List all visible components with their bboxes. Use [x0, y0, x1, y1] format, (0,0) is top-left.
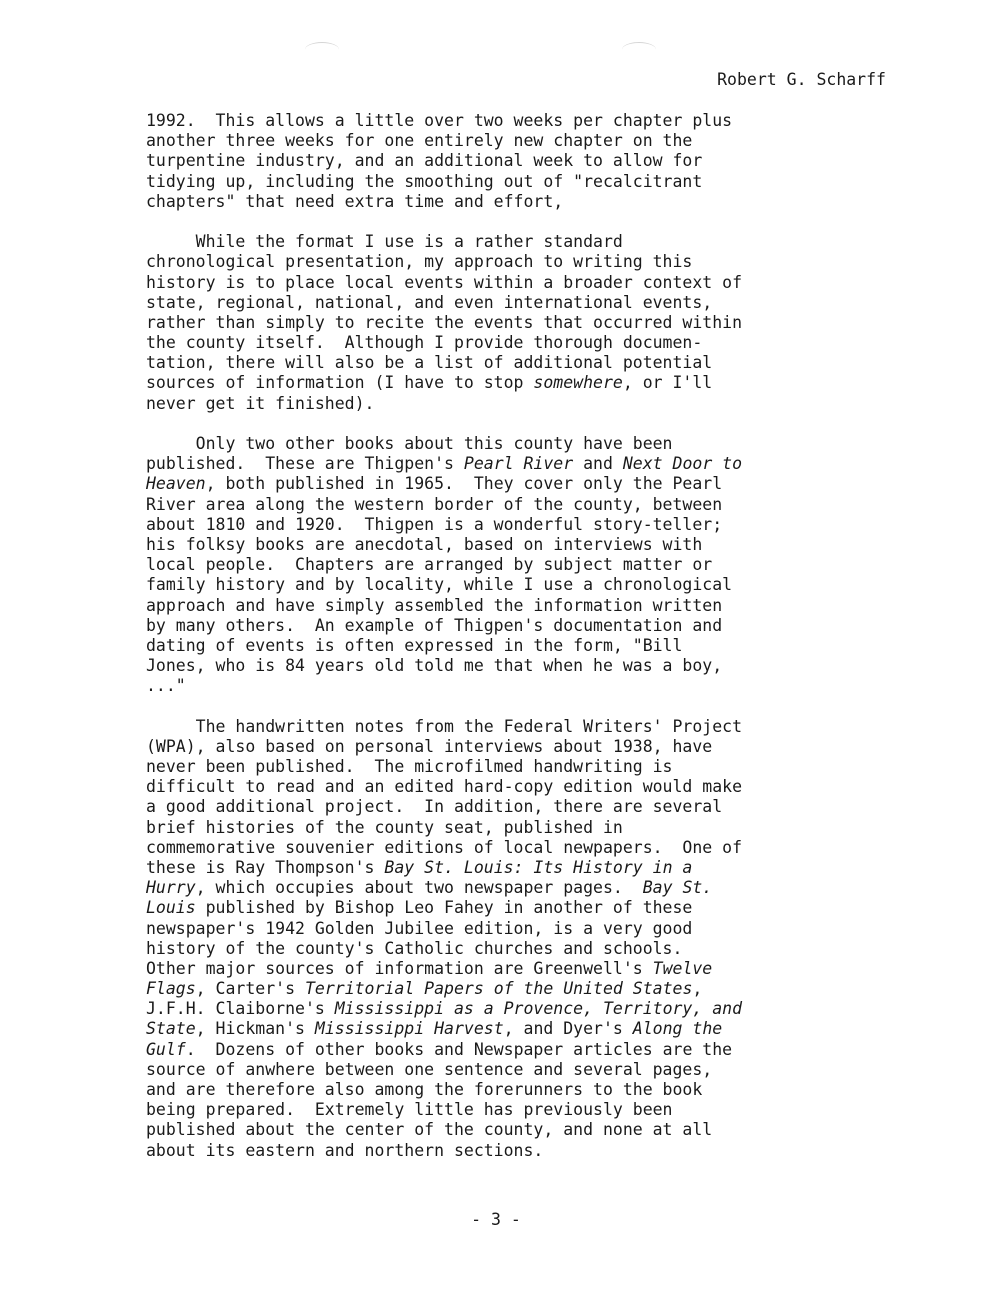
text-segment: turpentine industry, and an additional week to allow for — [146, 151, 703, 171]
text-line — [146, 575, 886, 595]
text-segment: family history and by locality, while I use a chronological — [146, 575, 733, 595]
text-segment: being prepared. Extremely little has previously been — [146, 1100, 673, 1120]
text-segment: , Hickman's — [195, 1019, 315, 1039]
italic-title: Next Door to — [622, 454, 743, 474]
text-segment: 1992. This allows a little over two weeks per chapter plus — [146, 111, 733, 130]
text-line — [146, 293, 886, 313]
text-segment: his folksy books are anecdotal, based on interviews with — [146, 534, 703, 554]
text-segment: , both published in 1965. They cover only the Pearl — [205, 474, 723, 494]
text-segment: and — [573, 454, 623, 474]
text-line — [146, 636, 886, 656]
text-line — [146, 757, 886, 777]
text-line — [146, 1080, 886, 1100]
text-segment: never been published. The microfilmed handwriting is — [146, 757, 673, 776]
text-line — [146, 111, 886, 131]
text-line — [146, 1060, 886, 1080]
text-line — [146, 717, 886, 737]
text-segment: about its eastern and northern sections. — [146, 1140, 544, 1160]
text-segment: commemorative souvenier editions of local newpapers. One of — [146, 837, 743, 857]
text-segment: published about the center of the county, and none at all — [146, 1120, 713, 1140]
italic-title: Along the — [632, 1019, 723, 1039]
text-segment: by many others. An example of Thigpen's documentation and — [146, 615, 723, 635]
text-segment: , which occupies about two newspaper pages. — [195, 878, 643, 898]
text-line — [146, 939, 886, 959]
text-segment: state, regional, national, and even international events, — [146, 292, 713, 312]
text-line — [146, 131, 886, 151]
text-segment: , and Dyer's — [503, 1019, 633, 1039]
italic-title: Territorial Papers of the United States — [304, 979, 693, 999]
text-segment: , — [692, 979, 703, 999]
text-line — [146, 434, 886, 454]
text-segment: these is Ray Thompson's — [146, 857, 385, 877]
text-segment: newspaper's 1942 Golden Jubilee edition, is a very good — [146, 918, 693, 938]
text-segment: . Dozens of other books and Newspaper articles are the — [185, 1039, 733, 1059]
text-line — [146, 273, 886, 293]
italic-title: Bay St. Louis: Its History in a — [384, 857, 693, 877]
text-segment: chronological presentation, my approach to writing this — [146, 252, 693, 272]
text-line — [146, 777, 886, 797]
text-line — [146, 252, 886, 272]
text-line — [146, 838, 886, 858]
text-line — [146, 313, 886, 333]
text-line — [146, 1120, 886, 1140]
text-segment: difficult to read and an edited hard-copy edition would make — [146, 777, 743, 797]
text-line — [146, 596, 886, 616]
text-line — [146, 999, 886, 1019]
italic-title: Heaven — [146, 474, 206, 494]
text-line — [146, 797, 886, 817]
italic-title: Pearl River — [463, 454, 574, 474]
text-line — [146, 1141, 886, 1161]
italic-title: Bay St. — [642, 878, 713, 898]
text-segment: source of anwhere between one sentence and several pages, — [146, 1059, 713, 1079]
text-segment: about 1810 and 1920. Thigpen is a wonderful story-teller; — [146, 514, 723, 534]
paragraph — [146, 434, 886, 696]
text-segment: the county itself. Although I provide thorough documen- — [146, 333, 703, 353]
text-segment: another three weeks for one entirely new chapter on the — [146, 131, 693, 151]
paragraph — [146, 111, 886, 212]
text-line — [146, 192, 886, 212]
text-line — [146, 979, 886, 999]
text-line — [146, 474, 886, 494]
text-line — [146, 1040, 886, 1060]
text-segment: published. These are Thigpen's — [146, 454, 464, 474]
text-segment: While the format I use is a rather standard — [146, 232, 623, 252]
text-line — [146, 333, 886, 353]
text-line — [146, 919, 886, 939]
italic-title: State — [146, 1019, 196, 1039]
text-segment: sources of information (I have to stop — [146, 373, 534, 393]
text-segment: rather than simply to recite the events that occurred within — [146, 312, 743, 332]
text-line — [146, 454, 886, 474]
text-segment: Jones, who is 84 years old told me that when he was a boy, — [146, 656, 723, 676]
text-line — [146, 373, 886, 393]
italic-title: Mississippi as a Provence, Territory, and — [334, 999, 743, 1019]
text-line — [146, 495, 886, 515]
italic-title: Flags — [146, 979, 196, 999]
paragraph — [146, 717, 886, 1161]
italic-title: somewhere — [533, 373, 623, 393]
text-segment: River area along the western border of the county, between — [146, 494, 723, 514]
author-header: Robert G. Scharff — [717, 70, 886, 89]
text-line — [146, 353, 886, 373]
paragraph — [146, 232, 886, 414]
text-segment: history is to place local events within a broader context of — [146, 272, 743, 292]
text-segment: Other major sources of information are Greenwell's — [146, 958, 653, 978]
scan-artifact — [622, 42, 656, 57]
text-line — [146, 535, 886, 555]
text-line — [146, 858, 886, 878]
italic-title: Gulf — [146, 1039, 186, 1059]
text-line — [146, 172, 886, 192]
text-line — [146, 878, 886, 898]
italic-title: Hurry — [146, 878, 196, 898]
italic-title: Twelve — [652, 958, 713, 978]
italic-title: Louis — [146, 898, 196, 918]
text-line — [146, 898, 886, 918]
text-segment: tidying up, including the smoothing out of "recalcitrant — [146, 171, 703, 191]
text-line — [146, 1100, 886, 1120]
text-segment: dating of events is often expressed in the form, "Bill — [146, 635, 683, 655]
text-line — [146, 515, 886, 535]
text-segment: Only two other books about this county have been — [146, 434, 673, 453]
text-line — [146, 737, 886, 757]
text-line — [146, 959, 886, 979]
scan-artifact — [305, 42, 339, 57]
text-line — [146, 555, 886, 575]
text-segment: and are therefore also among the forerunners to the book — [146, 1080, 703, 1099]
text-segment: , Carter's — [195, 979, 305, 999]
text-segment: never get it finished). — [146, 393, 375, 413]
text-segment: history of the county's Catholic churches and schools. — [146, 938, 683, 958]
text-line — [146, 656, 886, 676]
text-line — [146, 232, 886, 252]
text-segment: chapters" that need extra time and effort, — [146, 191, 564, 211]
text-line — [146, 616, 886, 636]
text-line — [146, 151, 886, 171]
text-line — [146, 818, 886, 838]
text-line — [146, 1019, 886, 1039]
text-segment: a good additional project. In addition, there are several — [146, 797, 723, 817]
text-segment: approach and have simply assembled the information written — [146, 595, 723, 615]
text-line — [146, 676, 886, 696]
page-number: - 3 - — [471, 1210, 521, 1229]
text-segment: The handwritten notes from the Federal Writers' Project — [146, 716, 743, 736]
text-segment: tation, there will also be a list of additional potential — [146, 353, 713, 373]
text-segment: local people. Chapters are arranged by subject matter or — [146, 555, 713, 575]
text-segment: brief histories of the county seat, published in — [146, 817, 623, 837]
text-segment: J.F.H. Claiborne's — [146, 999, 335, 1019]
text-segment: , or I'll — [622, 373, 713, 393]
text-segment: (WPA), also based on personal interviews about 1938, have — [146, 736, 713, 756]
text-line — [146, 394, 886, 414]
text-segment: ..." — [146, 676, 186, 696]
text-segment: published by Bishop Leo Fahey in another of these — [195, 898, 693, 918]
italic-title: Mississippi Harvest — [314, 1019, 504, 1039]
body-text — [146, 111, 886, 1181]
